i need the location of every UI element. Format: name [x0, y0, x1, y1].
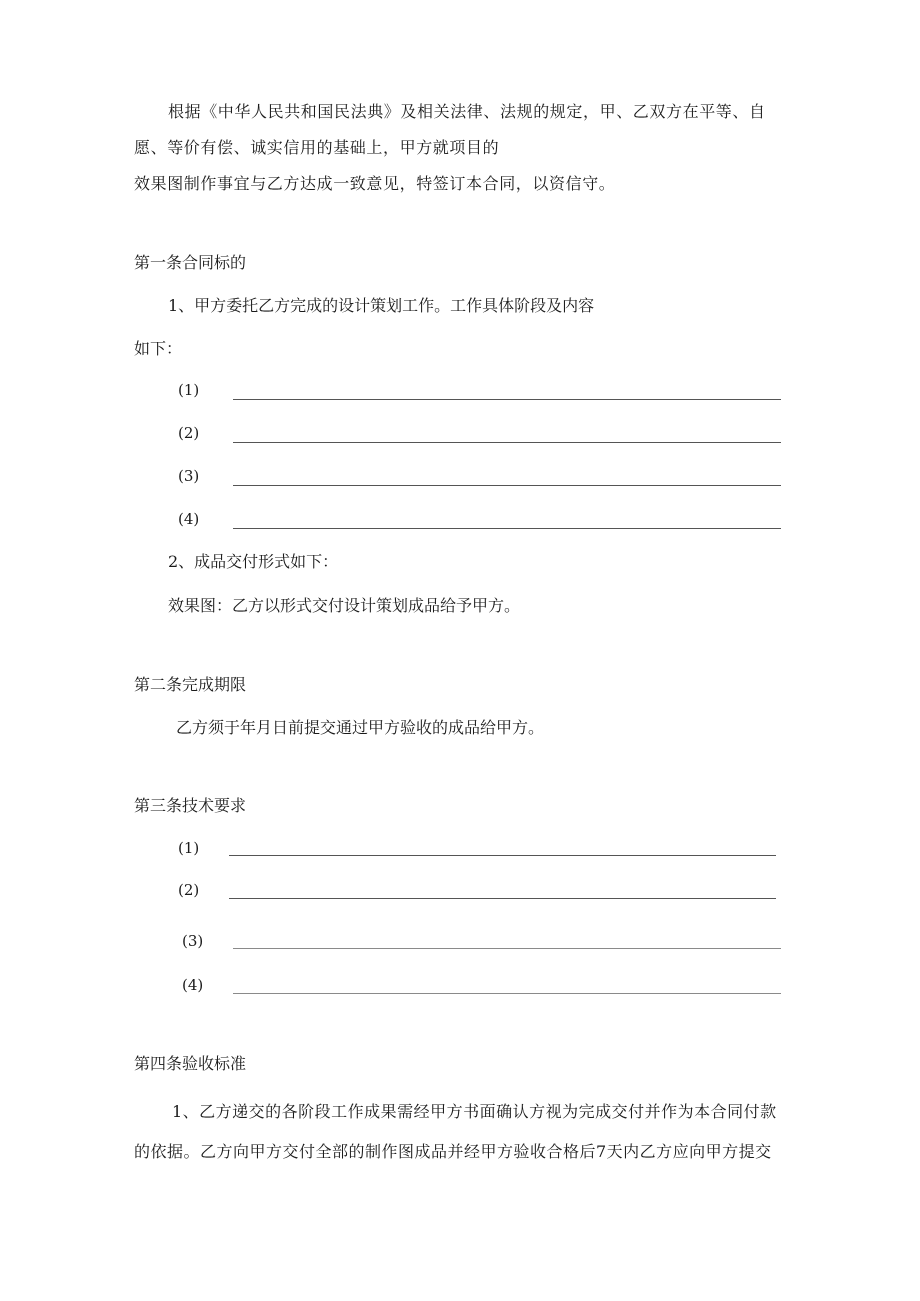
article-1-item-1-cont: 如下：	[134, 339, 183, 358]
article-4-item-1-cont: 的依据。乙方向甲方交付全部的制作图成品并经甲方验收合格后7天内乙方应向甲方提交	[134, 1142, 772, 1161]
tech-label-1: (1)	[178, 839, 200, 857]
article-2-text: 乙方须于年月日前提交通过甲方验收的成品给甲方。	[176, 718, 545, 737]
fill-in-blank[interactable]	[233, 993, 781, 994]
article-1-item-2: 2、成品交付形式如下：	[168, 552, 339, 571]
tech-label-3: (3)	[182, 932, 204, 950]
article-2-title: 第二条完成期限	[134, 675, 247, 694]
fill-in-blank[interactable]	[233, 528, 781, 529]
article-4-title: 第四条验收标准	[134, 1054, 247, 1073]
fill-in-blank[interactable]	[233, 399, 781, 400]
intro-line-2: 愿、等价有偿、诚实信用的基础上，甲方就项目的	[134, 138, 500, 157]
tech-label-2: (2)	[178, 881, 200, 899]
fill-in-blank[interactable]	[229, 898, 776, 899]
blank-label-4: (4)	[178, 510, 200, 528]
article-1-item-1: 1、甲方委托乙方完成的设计策划工作。工作具体阶段及内容	[168, 296, 595, 315]
article-3-title: 第三条技术要求	[134, 796, 247, 815]
intro-line-1: 根据《中华人民共和国民法典》及相关法律、法规的规定，甲、乙双方在平等、自	[168, 102, 766, 121]
article-4-item-1: 1、乙方递交的各阶段工作成果需经甲方书面确认方视为完成交付并作为本合同付款	[172, 1102, 777, 1121]
article-1-title: 第一条合同标的	[134, 253, 247, 272]
blank-label-3: (3)	[178, 467, 200, 485]
fill-in-blank[interactable]	[233, 442, 781, 443]
intro-line-3: 效果图制作事宜与乙方达成一致意见，特签订本合同，以资信守。	[134, 174, 616, 193]
fill-in-blank[interactable]	[229, 855, 776, 856]
blank-label-2: (2)	[178, 424, 200, 442]
fill-in-blank[interactable]	[233, 948, 781, 949]
tech-label-4: (4)	[182, 976, 204, 994]
blank-label-1: (1)	[178, 381, 200, 399]
article-1-item-2-detail: 效果图：乙方以形式交付设计策划成品给予甲方。	[168, 596, 521, 615]
fill-in-blank[interactable]	[233, 485, 781, 486]
